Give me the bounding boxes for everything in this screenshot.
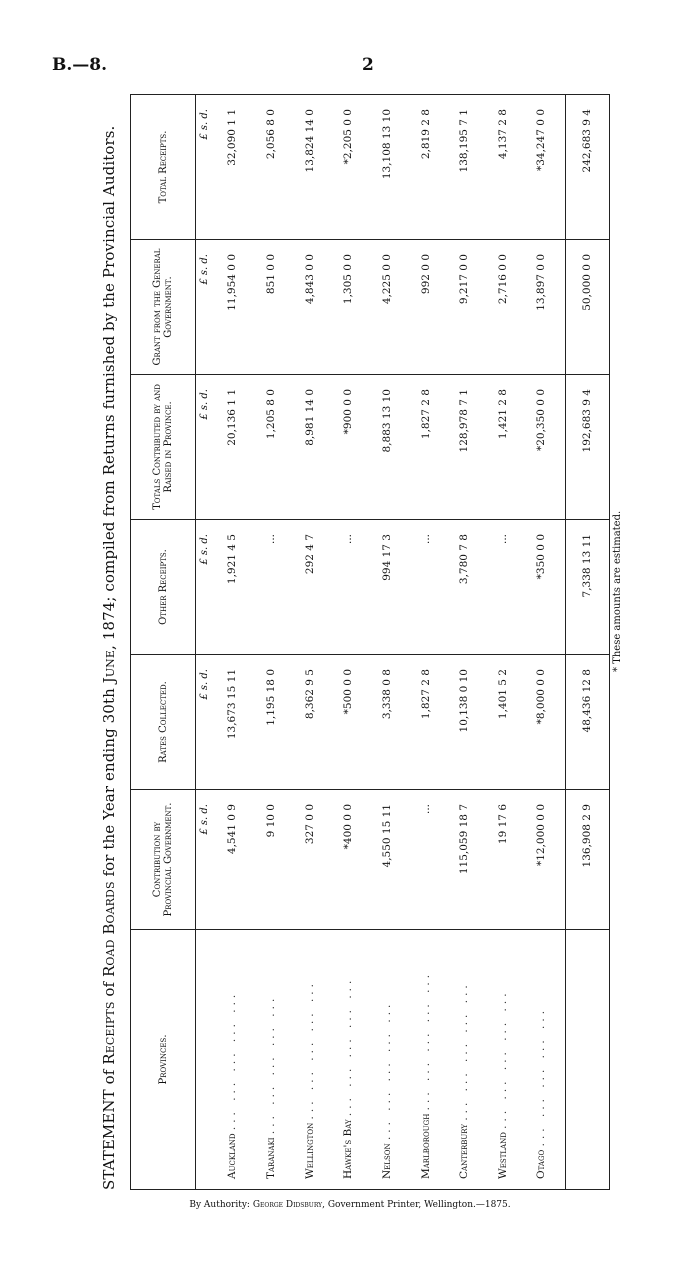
total-cell: *2,205 0 0	[329, 95, 368, 240]
table-row	[483, 95, 522, 1190]
total-cell: 138,195 7 1	[445, 95, 484, 240]
total-cell: *34,247 0 0	[522, 95, 561, 240]
contribution-cell: 115,059 18 7	[445, 790, 484, 930]
total-cell: 13,108 13 10	[368, 95, 407, 240]
total-cell: 2,056 8 0	[252, 95, 291, 240]
printer-credit: By Authority: George Didsbury, Government Printer, Wellington.—1875.	[189, 1200, 511, 1210]
leader-dots: ... ... ... ... ...	[303, 980, 316, 1120]
totals-cell: 20,136 1 1	[213, 375, 252, 520]
total-cell: 32,090 1 1	[213, 95, 252, 240]
province-name: Nelson	[380, 1143, 393, 1179]
province-name: Taranaki	[265, 1137, 278, 1179]
other-cell: *350 0 0	[522, 520, 561, 655]
grant-cell: 1,305 0 0	[329, 240, 368, 375]
table-row	[406, 95, 445, 1190]
total-cell: 4,137 2 8	[483, 95, 522, 240]
leader-dots: ... ... ... ... ...	[265, 994, 278, 1135]
leader-dots: ... ... ... ... ...	[535, 1006, 548, 1147]
total-cell: 2,819 2 8	[406, 95, 445, 240]
contribution-cell: 9 10 0	[252, 790, 291, 930]
rates-cell: 1,827 2 8	[406, 655, 445, 790]
contribution-cell: *12,000 0 0	[522, 790, 561, 930]
other-cell: ...	[406, 520, 445, 655]
province-name: Hawke's Bay	[342, 1119, 355, 1179]
grant-cell: 992 0 0	[406, 240, 445, 375]
totals-cell: *20,350 0 0	[522, 375, 561, 520]
table-row	[213, 95, 252, 1190]
province-name: Otago	[535, 1149, 548, 1179]
unit-label: £ s. d.	[196, 520, 214, 655]
rates-cell: *8,000 0 0	[522, 655, 561, 790]
province-name: Marlborough	[419, 1113, 432, 1179]
contribution-cell: 4,541 0 9	[213, 790, 252, 930]
rates-cell: 3,338 0 8	[368, 655, 407, 790]
totals-cell: 1,205 8 0	[252, 375, 291, 520]
total-totals: 192,683 9 4	[565, 375, 609, 520]
table-row	[290, 95, 329, 1190]
grant-cell: 2,716 0 0	[483, 240, 522, 375]
unit-label: £ s. d.	[196, 655, 214, 790]
unit-label: £ s. d.	[196, 240, 214, 375]
rotated-statement	[100, 90, 623, 1190]
totals-cell: 128,978 7 1	[445, 375, 484, 520]
rates-cell: 13,673 15 11	[213, 655, 252, 790]
col-contribution: Contribution by Provincial Government.	[131, 790, 196, 930]
province-name: Wellington	[303, 1122, 316, 1179]
table-row	[522, 95, 561, 1190]
contribution-cell: ...	[406, 790, 445, 930]
province-name: Canterbury	[458, 1124, 471, 1179]
leader-dots: ... ... ... ... ...	[342, 976, 355, 1117]
province-name: Auckland	[226, 1133, 239, 1179]
document-reference: B.—8.	[52, 55, 108, 75]
other-cell: 292 4 7	[290, 520, 329, 655]
col-total-receipts: Total Receipts.	[131, 95, 196, 240]
leader-dots: ... ... ... ... ...	[458, 981, 471, 1121]
total-contribution: 136,908 2 9	[565, 790, 609, 930]
leader-dots: ... ... ... ... ...	[380, 1000, 393, 1141]
col-grant: Grant from the General Government.	[131, 240, 196, 375]
grant-cell: 9,217 0 0	[445, 240, 484, 375]
page-number: 2	[362, 55, 374, 75]
total-cell: 13,824 14 0	[290, 95, 329, 240]
other-cell: 1,921 4 5	[213, 520, 252, 655]
grant-cell: 851 0 0	[252, 240, 291, 375]
col-other-receipts: Other Receipts.	[131, 520, 196, 655]
unit-label: £ s. d.	[196, 790, 214, 930]
col-provinces: Provinces.	[131, 930, 196, 1190]
other-cell: 994 17 3	[368, 520, 407, 655]
rates-cell: 8,362 9 5	[290, 655, 329, 790]
other-cell: 3,780 7 8	[445, 520, 484, 655]
rates-cell: 10,138 0 10	[445, 655, 484, 790]
statement-title: STATEMENT of Receipts of Road Boards for the Year ending 30th June, 1874; compiled from Returns furnished by the Provincial Auditors.	[100, 125, 118, 1190]
leader-dots: ... ... ... ... ...	[496, 989, 509, 1129]
unit-label: £ s. d.	[196, 95, 214, 240]
total-other: 7,338 13 11	[565, 520, 609, 655]
contribution-cell: *400 0 0	[329, 790, 368, 930]
table-row	[252, 95, 291, 1190]
contribution-cell: 19 17 6	[483, 790, 522, 930]
rates-cell: *500 0 0	[329, 655, 368, 790]
totals-cell: 8,883 13 10	[368, 375, 407, 520]
table-row	[445, 95, 484, 1190]
table-row	[368, 95, 407, 1190]
receipts-table	[130, 94, 610, 1190]
footnote: * These amounts are estimated.	[612, 510, 623, 672]
grant-cell: 4,225 0 0	[368, 240, 407, 375]
rates-cell: 1,195 18 0	[252, 655, 291, 790]
leader-dots: ... ... ... ... ...	[419, 970, 432, 1111]
grant-cell: 11,954 0 0	[213, 240, 252, 375]
other-cell: ...	[483, 520, 522, 655]
col-totals-contributed: Totals Contributed by and Raised in Province.	[131, 375, 196, 520]
grant-cell: 4,843 0 0	[290, 240, 329, 375]
contribution-cell: 4,550 15 11	[368, 790, 407, 930]
totals-cell: 1,827 2 8	[406, 375, 445, 520]
header-row	[131, 95, 196, 1190]
other-cell: ...	[329, 520, 368, 655]
unit-label: £ s. d.	[196, 375, 214, 520]
total-rates: 48,436 12 8	[565, 655, 609, 790]
grand-total: 242,683 9 4	[565, 95, 609, 240]
rates-cell: 1,401 5 2	[483, 655, 522, 790]
totals-row	[565, 95, 609, 1190]
other-cell: ...	[252, 520, 291, 655]
total-grant: 50,000 0 0	[565, 240, 609, 375]
table-row	[329, 95, 368, 1190]
contribution-cell: 327 0 0	[290, 790, 329, 930]
leader-dots: ... ... ... ... ...	[226, 990, 239, 1131]
totals-cell: 1,421 2 8	[483, 375, 522, 520]
totals-cell: 8,981 14 0	[290, 375, 329, 520]
totals-cell: *900 0 0	[329, 375, 368, 520]
province-name: Westland	[496, 1132, 509, 1179]
col-rates: Rates Collected.	[131, 655, 196, 790]
grant-cell: 13,897 0 0	[522, 240, 561, 375]
units-row	[196, 95, 214, 1190]
